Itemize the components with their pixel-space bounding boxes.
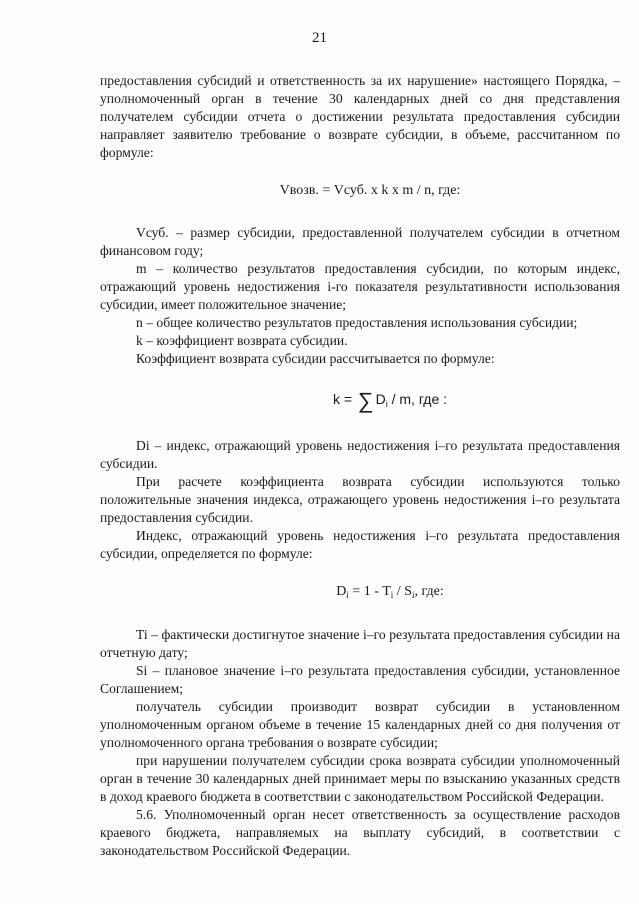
formula-index-sub1: i bbox=[346, 590, 349, 600]
formula-index-sub3: i bbox=[411, 590, 415, 600]
paragraph-index-intro: Индекс, отражающий уровень недостижения i–го результата предоставления субсидии, определяется по формуле: bbox=[100, 528, 620, 561]
paragraph-vsub: Vсуб. – размер субсидии, предоставленной получателем субсидии в отчетном финансовом году; bbox=[100, 225, 620, 258]
formula-coefficient bbox=[100, 390, 620, 413]
formula-index-slash: / S bbox=[396, 584, 412, 599]
paragraph-di: Di – индекс, отражающий уровень недостижения i–го результата предоставления субсидии. bbox=[100, 438, 620, 471]
paragraph-return-deadline: получатель субсидии производит возврат субсидии в установленном уполномоченным органом объеме в течение 15 календарных дней со дня получения от уполномоченного органа требования о возврате субсидии; bbox=[100, 699, 620, 750]
formula-index-mid: = 1 - T bbox=[352, 584, 391, 599]
paragraph-ti: Ti – фактически достигнутое значение i–го результата предоставления субсидии на отчетную дату; bbox=[100, 627, 620, 660]
paragraph-violation: при нарушении получателем субсидии срока возврата субсидии уполномоченный орган в течение 30 календарных дней принимает меры по взысканию указанных средств в доход краевого бюджета в соответствии с законодательством Российской Федерации. bbox=[100, 753, 620, 804]
paragraph-n: n – общее количество результатов предоставления использования субсидии; bbox=[136, 315, 578, 330]
formula-coefficient-right: / m, где : bbox=[391, 391, 448, 407]
formula-index-end: , где: bbox=[414, 584, 444, 599]
formula-index-sub2: i bbox=[390, 590, 394, 600]
document-body bbox=[100, 72, 620, 860]
paragraph-si: Si – плановое значение i–го результата предоставления субсидии, установленное Соглашением; bbox=[100, 663, 620, 696]
formula-coefficient-d: D bbox=[375, 391, 386, 407]
formula-index bbox=[100, 583, 620, 604]
paragraph-k-formula-intro: Коэффициент возврата субсидии рассчитывается по формуле: bbox=[136, 351, 495, 366]
page-number: 21 bbox=[312, 30, 327, 46]
formula-coefficient-sub: i bbox=[385, 399, 388, 409]
paragraph-m: m – количество результатов предоставления субсидии, по которым индекс, отражающий уровень недостижения i-го показателя результативности использования субсидии, имеет положительное значение; bbox=[100, 261, 620, 312]
paragraph-intro: предоставления субсидий и ответственность за их нарушение» настоящего Порядка, – уполномоченный орган в течение 30 календарных дней со дня представления получателем субсидии отчета о достижении результата предоставления субсидии направляет заявителю требование о возврате субсидии, в объеме, рассчитанном по формуле: bbox=[100, 73, 620, 160]
paragraph-k: k – коэффициент возврата субсидии. bbox=[136, 333, 348, 348]
paragraph-positive-values: При расчете коэффициента возврата субсидии используются только положительные значения индекса, отражающего уровень недостижения i–го результата предоставления субсидии. bbox=[100, 474, 620, 525]
sum-symbol: ∑ bbox=[357, 388, 374, 413]
paragraph-responsibility: 5.6. Уполномоченный орган несет ответственность за осуществление расходов краевого бюджета, направляемых на выплату субсидий, в соответствии с законодательством Российской Федерации. bbox=[100, 807, 620, 858]
formula-index-d: D bbox=[336, 584, 347, 599]
formula-coefficient-left: k = bbox=[332, 391, 353, 407]
formula-return-volume: Vвозв. = Vсуб. x k x m / n, где: bbox=[279, 183, 461, 198]
